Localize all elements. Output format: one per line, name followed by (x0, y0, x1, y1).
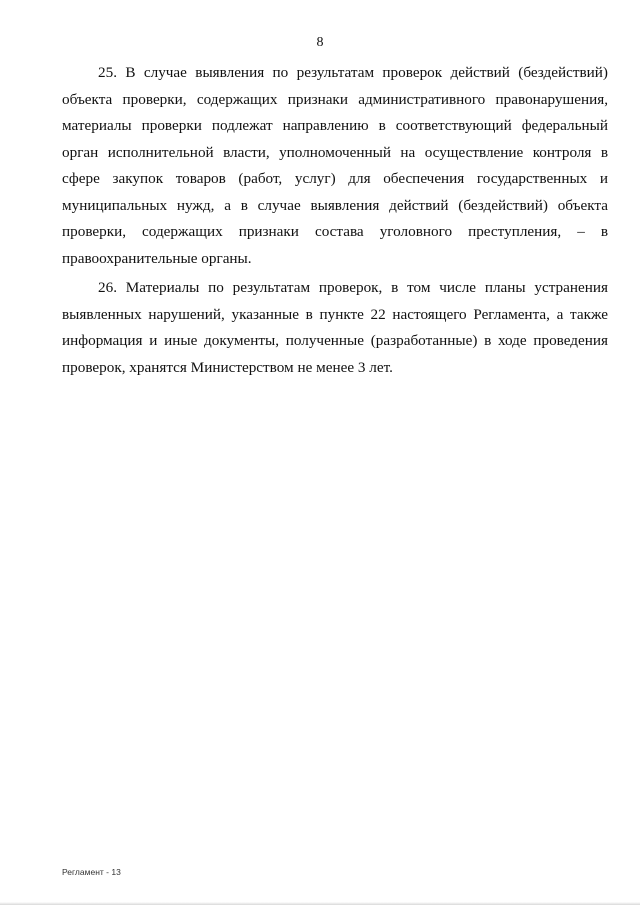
page-number: 8 (316, 35, 324, 50)
paragraph-26: 26. Материалы по результатам проверок, в том числе планы устранения выявленных нарушений, указанные в пункте 22 настоящего Регламента, а также информация и иные документы, полученные (разработанные) в ходе проведения проверок, хранятся Министерством не менее 3 лет. (62, 279, 608, 376)
document-footer: Регламент - 13 (62, 867, 121, 877)
paragraph-25: 25. В случае выявления по результатам проверок действий (бездействий) объекта проверки, содержащих признаки административного правонарушения, материалы проверки подлежат направлению в соответствующий федеральный орган исполнительной власти, уполномоченный на осуществление контроля в сфере закупок товаров (работ, услуг) для обеспечения государственных и муниципальных нужд, а в случае выявления действий (бездействий) объекта проверки, содержащих признаки состава уголовного преступления, – в правоохранительные органы. (62, 64, 608, 267)
document-body (62, 60, 608, 384)
